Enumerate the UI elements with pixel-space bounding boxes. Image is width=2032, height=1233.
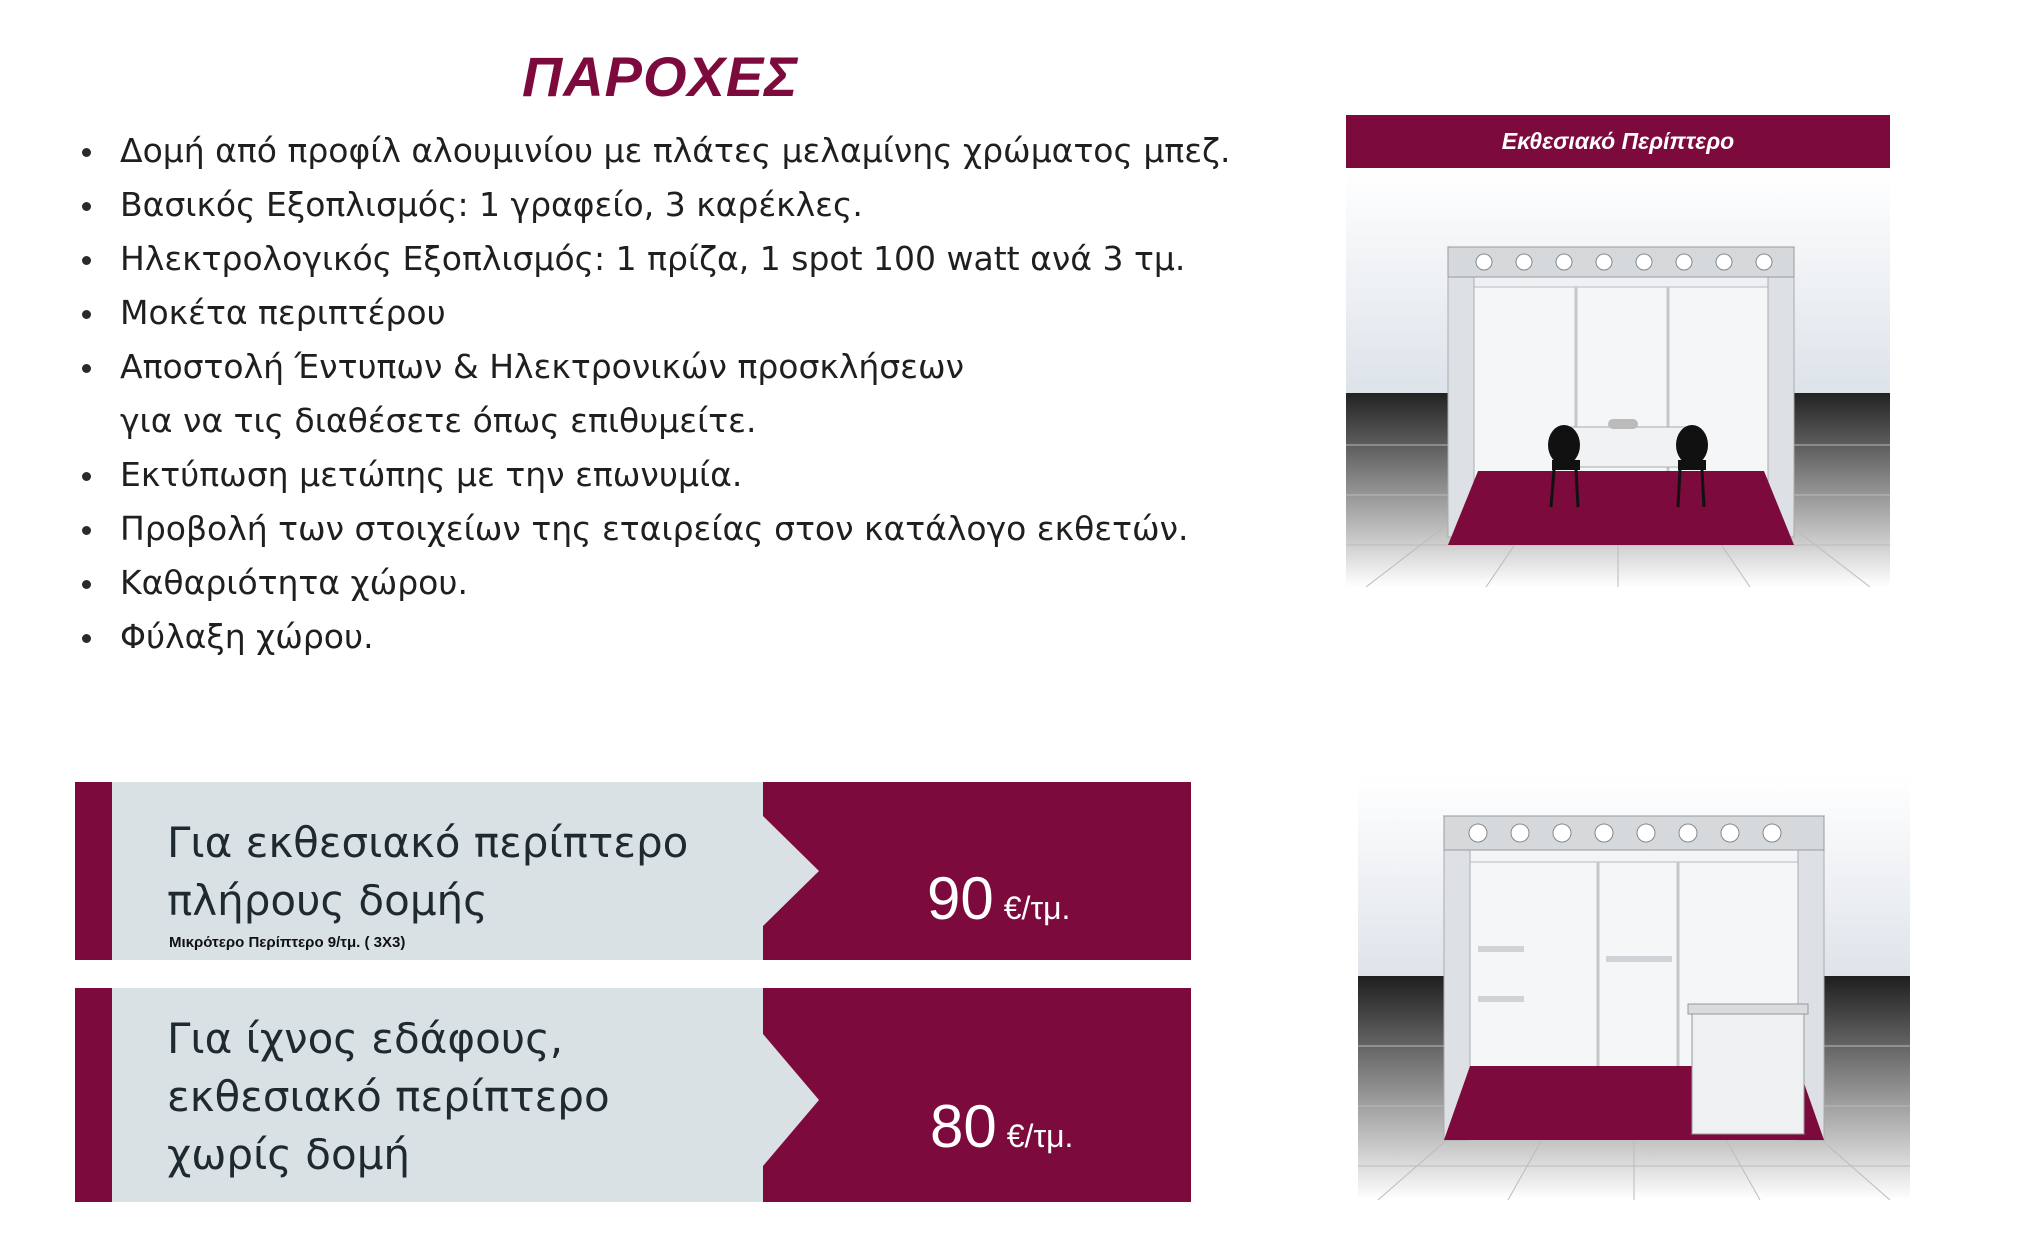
list-item: Δομή από προφίλ αλουμινίου με πλάτες μελαμίνης χρώματος μπεζ. [80,124,1231,178]
list-item-continuation: για να τις διαθέσετε όπως επιθυμείτε. [120,401,757,440]
page-title: ΠΑΡΟΧΕΣ [522,45,799,108]
offer-accent-stripe [75,988,112,1202]
offer-label-line: Για ίχνος εδάφους, [167,1014,564,1063]
offer-label-line: χωρίς δομή [167,1130,411,1179]
list-item: Καθαριότητα χώρου. [80,556,1231,610]
booth-illustration-floor [1358,776,1910,1200]
offer-accent-stripe [75,782,112,960]
price-value: 80 [930,1093,997,1160]
price-unit: €/τμ. [1006,1118,1074,1154]
offer-label-line: πλήρους δομής [167,876,488,925]
offer-arrow [763,782,893,960]
offer-floor-space [75,988,1191,1202]
list-item: Αποστολή Έντυπων & Ηλεκτρονικών προσκλήσεων [80,340,1231,394]
offer-price [927,864,1070,933]
list-item: Μοκέτα περιπτέρου [80,286,1231,340]
offer-price [930,1092,1073,1161]
list-item: Βασικός Εξοπλισμός: 1 γραφείο, 3 καρέκλες. [80,178,1231,232]
booth-illustration-full [1346,115,1890,587]
price-value: 90 [927,865,994,932]
list-item: Προβολή των στοιχείων της εταιρείας στον κατάλογο εκθετών. [80,502,1231,556]
offer-arrow [763,988,893,1202]
price-unit: €/τμ. [1003,890,1071,926]
offer-label-line: εκθεσιακό περίπτερο [167,1072,610,1121]
offer-full-structure [75,782,1191,960]
list-item: Εκτύπωση μετώπης με την επωνυμία. [80,448,1231,502]
features-list [80,124,1231,664]
list-item: Φύλαξη χώρου. [80,610,1231,664]
booth-image-header: Εκθεσιακό Περίπτερο [1346,115,1890,168]
list-item: Ηλεκτρολογικός Εξοπλισμός: 1 πρίζα, 1 spot 100 watt ανά 3 τμ. [80,232,1231,286]
offer-label-line: Για εκθεσιακό περίπτερο [167,818,689,867]
offer-note: Μικρότερο Περίπτερο 9/τμ. ( 3Χ3) [169,934,406,951]
booth-drawing [1346,115,1890,587]
booth-drawing [1358,776,1910,1200]
